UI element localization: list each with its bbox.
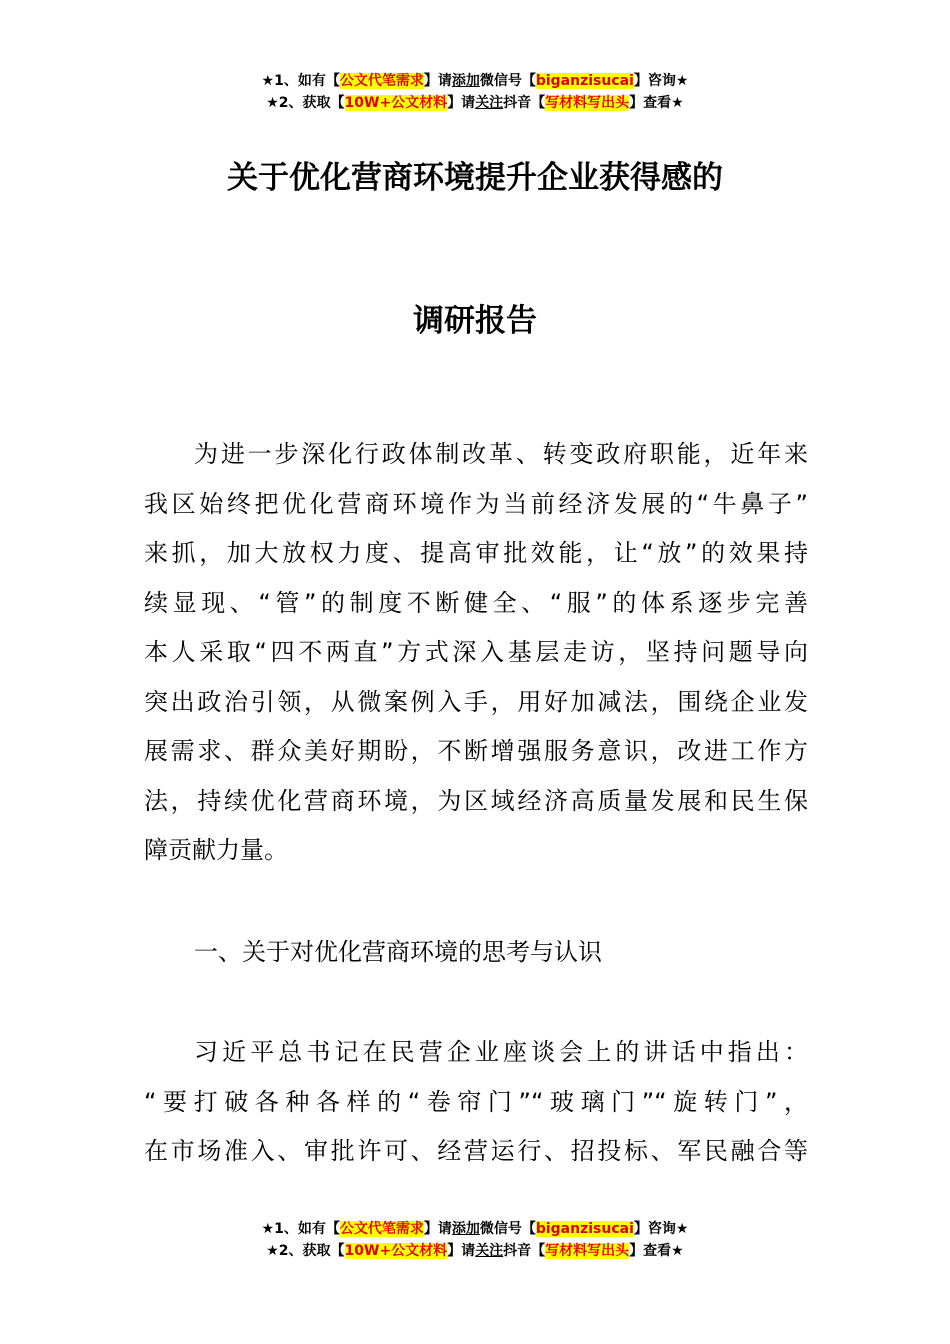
text-line: 法，持续优化营商环境，为区域经济高质量发展和民生保 <box>144 786 808 815</box>
banner-line-1: ★1、如有【公文代笔需求】请添加微信号【biganzisucai】咨询★ <box>261 73 689 89</box>
document-title-line-2: 调研报告 <box>413 303 537 339</box>
highlight-service: 公文代笔需求 <box>339 73 424 89</box>
top-banner <box>0 70 950 114</box>
highlight-douyin-id: 写材料写出头 <box>545 1243 630 1259</box>
text-line: 习近平总书记在民营企业座谈会上的讲话中指出： <box>194 1038 808 1066</box>
text-line: 障贡献力量。 <box>144 836 288 864</box>
banner-line-2: ★2、获取【10W+公文材料】请关注抖音【写材料写出头】查看★ <box>266 1243 684 1259</box>
bottom-banner <box>0 1218 950 1262</box>
text-line: 来抓，加大放权力度、提高审批效能，让“放”的效果持 <box>144 539 808 567</box>
text-line: “要打破各种各样的“卷帘门”“玻璃门”“旋转门”， <box>144 1087 808 1116</box>
highlight-service: 公文代笔需求 <box>339 1221 424 1237</box>
highlight-materials: 10W+公文材料 <box>344 1243 448 1259</box>
text-line: 展需求、群众美好期盼，不断增强服务意识，改进工作方 <box>144 737 808 765</box>
highlight-douyin-id: 写材料写出头 <box>545 95 630 111</box>
highlight-materials: 10W+公文材料 <box>344 95 448 111</box>
text-line: 在市场准入、审批许可、经营运行、招投标、军民融合等 <box>144 1137 808 1165</box>
document-title-line-1: 关于优化营商环境提升企业获得感的 <box>227 160 723 196</box>
banner-line-1: ★1、如有【公文代笔需求】请添加微信号【biganzisucai】咨询★ <box>261 1221 689 1237</box>
text-line: 为进一步深化行政体制改革、转变政府职能，近年来 <box>194 440 808 468</box>
highlight-wechat-id: biganzisucai <box>535 1221 634 1237</box>
banner-line-2: ★2、获取【10W+公文材料】请关注抖音【写材料写出头】查看★ <box>266 95 684 111</box>
section-heading-1: 一、关于对优化营商环境的思考与认识 <box>194 938 602 966</box>
text-line: 突出政治引领，从微案例入手，用好加减法，围绕企业发 <box>144 687 808 716</box>
paragraph-intro <box>144 430 808 876</box>
paragraph-section-1 <box>144 1028 808 1177</box>
highlight-wechat-id: biganzisucai <box>535 73 634 89</box>
text-line: 续显现、“管”的制度不断健全、“服”的体系逐步完善 <box>144 588 808 617</box>
text-line: 本人采取“四不两直”方式深入基层走访，坚持问题导向 <box>144 638 808 666</box>
text-line: 我区始终把优化营商环境作为当前经济发展的“牛鼻子” <box>144 489 808 518</box>
